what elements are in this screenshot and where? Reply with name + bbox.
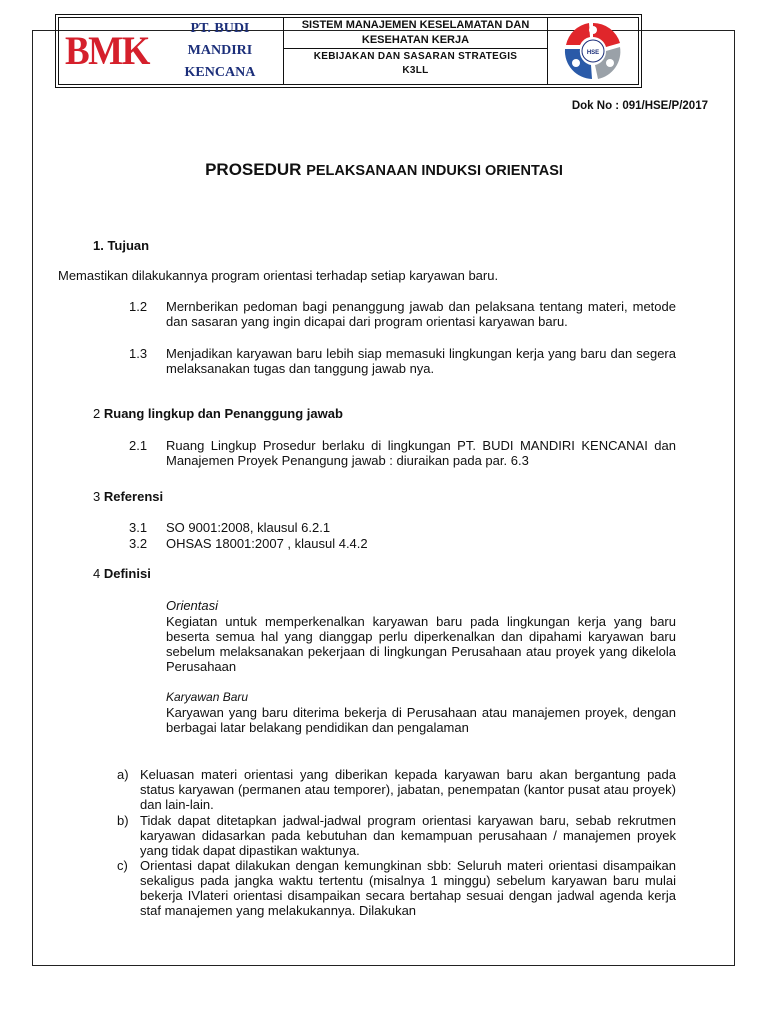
- item-number: 1.3: [129, 346, 148, 361]
- system-title: SISTEM MANAJEMEN KESELAMATAN DAN KESEHATAN KERJA: [284, 18, 547, 49]
- definition-term: Orientasi: [166, 598, 219, 613]
- list-item: Keluasan materi orientasi yang diberikan kepada karyawan baru akan bergantung pada status karyawan (permanen atau temporer), jabatan, penempatan (kantor pusat atau proyek) dan lain-lain.: [140, 767, 676, 812]
- bmk-logo: BMK: [65, 28, 149, 74]
- document-number: Dok No : 091/HSE/P/2017: [571, 100, 708, 112]
- list-item: Orientasi dapat dilakukan dengan kemungkinan sbb: Seluruh materi orientasi disampaikan sekaligus pada jangka waktu tertentu (misalnya 1 minggu) sebelum karyawan baru mulai bekerja IVlateri orientasi disampaikan secara bertahap sesuai dengan jadwal agenda kerja staf manajemen yang melakukannya. Dilakukan: [140, 858, 676, 918]
- document-header: [55, 14, 642, 88]
- section-2-heading: 2 Ruang lingkup dan Penanggung jawab: [93, 406, 343, 421]
- company-logo-cell: [59, 18, 284, 84]
- svg-text:HSE: HSE: [586, 50, 600, 56]
- definition-text: Karyawan yang baru diterima bekerja di Perusahaan atau manajemen proyek, dengan berbagai latar belakang pendidikan dan pengalaman: [166, 705, 676, 735]
- definition-text: Kegiatan untuk memperkenalkan karyawan baru pada lingkungan kerja yang baru beserta semua hal yang dianggap perlu diperkenalkan dan dipahami karyawan baru sebelum melaksanakan pekerjaan di lingkungan Perusahaan atau proyek yang dikelola Perusahaan: [166, 614, 676, 674]
- item-text: Ruang Lingkup Prosedur berlaku di lingkungan PT. BUDI MANDIRI KENCANAI dan Manajemen Proyek Penangung jawab : diuraikan pada par. 6.3: [166, 438, 676, 468]
- section-1-heading: 1. Tujuan: [93, 238, 150, 253]
- item-text: OHSAS 18001:2007 , klausul 4.4.2: [166, 536, 368, 551]
- section-4-heading: 4 Definisi: [93, 566, 151, 581]
- item-number: 1.2: [129, 299, 148, 314]
- header-title-cell: [284, 18, 548, 84]
- list-label: c): [117, 858, 128, 873]
- item-number: 2.1: [129, 438, 148, 453]
- page-title: PROSEDUR PELAKSANAAN INDUKSI ORIENTASI: [205, 160, 563, 179]
- list-item: Tidak dapat ditetapkan jadwal-jadwal program orientasi karyawan baru, sebab rekrutmen karyawan didasarkan pada kebutuhan dan kemampuan perusahaan / manajemen proyek yang tidak dapat dipastikan waktunya.: [140, 813, 676, 858]
- hse-logo-icon: [558, 19, 628, 83]
- policy-title: KEBIJAKAN DAN SASARAN STRATEGIS K3LL: [313, 51, 518, 76]
- item-number: 3.2: [129, 536, 148, 551]
- item-text: Menjadikan karyawan baru lebih siap memasuki lingkungan kerja yang baru dan segera melaksanakan tugas dan tanggung jawab nya.: [166, 346, 676, 376]
- list-label: b): [117, 813, 129, 828]
- item-text: Mernberikan pedoman bagi penanggung jawab dan pelaksana tentang materi, metode dan sasaran yang ingin dicapai dari program orientasi karyawan baru.: [166, 299, 676, 329]
- section-1-intro: Memastikan dilakukannya program orientasi terhadap setiap karyawan baru.: [58, 268, 499, 283]
- item-number: 3.1: [129, 520, 148, 535]
- list-label: a): [117, 767, 129, 782]
- section-3-heading: 3 Referensi: [93, 489, 164, 504]
- item-text: SO 9001:2008, klausul 6.2.1: [166, 520, 331, 535]
- hse-logo-cell: [548, 18, 638, 84]
- company-name: PT. BUDI MANDIRI KENCANA: [184, 21, 256, 80]
- definition-term: Karyawan Baru: [166, 690, 249, 704]
